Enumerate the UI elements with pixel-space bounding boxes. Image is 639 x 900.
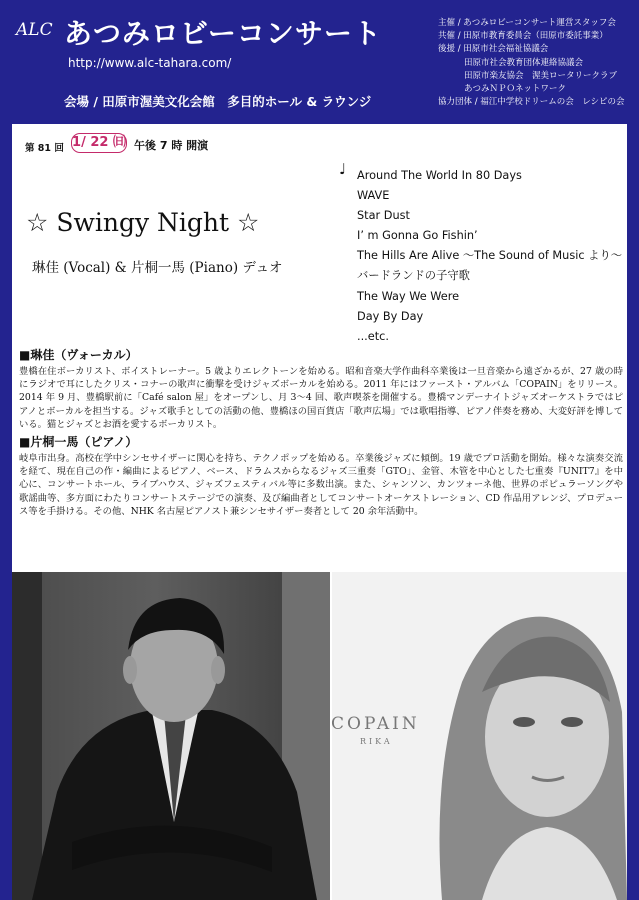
organizer-line: 協力団体 / 福江中学校ドリームの会 レシピの会 (438, 97, 625, 108)
organizer-line: 田原市楽友協会 渥美ロータリークラブ (464, 70, 618, 81)
event-date-badge: 1/ 22 ㈰ (71, 133, 127, 153)
content-panel (12, 124, 627, 900)
organizer-line: 田原市社会教育団体連絡協議会 (464, 57, 584, 68)
album-artist: RIKA (360, 737, 393, 746)
event-time: 午後 7 時 開演 (134, 139, 209, 152)
event-number: 第 81 回 (25, 143, 64, 154)
organizer-list (438, 17, 625, 109)
organizer-line: 後援 / 田原市社会福祉協議会 (438, 44, 549, 55)
pianist-photo (12, 572, 330, 900)
logo: ALC (16, 20, 53, 40)
setlist-item: WAVE (357, 189, 390, 203)
setlist-item: Day By Day (357, 309, 424, 323)
setlist-item: Star Dust (357, 209, 410, 223)
header-banner (0, 0, 639, 124)
show-title: ☆ Swingy Night ☆ (26, 208, 260, 237)
setlist-item: Around The World In 80 Days (357, 169, 522, 182)
music-note-icon: ♩ (339, 160, 347, 178)
vocalist-photo (332, 572, 627, 900)
venue-text: 会場 / 田原市渥美文化会館 多目的ホール & ラウンジ (64, 94, 372, 109)
setlist (357, 166, 622, 347)
setlist-item: I’ m Gonna Go Fishin’ (357, 229, 478, 243)
pianist-heading: ■片桐一馬（ピアノ） (19, 435, 138, 449)
page-title: あつみロビーコンサート (64, 17, 382, 50)
performers: 琳佳 (Vocal) & 片桐一馬 (Piano) デュオ (32, 260, 283, 276)
organizer-line: あつみＮＰＯネットワーク (464, 84, 567, 95)
setlist-item: バードランドの子守歌 (357, 269, 470, 283)
album-title: COPAIN (331, 714, 420, 734)
pianist-bio: 岐阜市出身。高校在学中シンセサイザーに関心を持ち、テクノポップを始める。卒業後ジャズに傾倒。19 歳でプロ活動を開始。様々な演奏交流を経て、現在自己の作・編曲によるピアノ、ベース、ドラムスからなるジャズ三重奏「GTO」、金管、木管を中心とした七重奏『UNIT7』を中心に、コンサートホール、ライブハウス、ジャズフェスティバル等に多数出演。また、シャンソン、カンツォーネ他、世界のポピュラーソングや歌謡曲等、多方面にわたりコンサートステージでの演奏、及び編曲者としてコンサートオーケストレーション、CD 作品用アレンジ、プロデュース等を手掛ける。その他、NHK 名古屋ピアノスト兼シンセサイザー奏者として 20 余年活動中。 (19, 453, 623, 517)
setlist-item: The Hills Are Alive ～The Sound of Music より～ (357, 249, 623, 263)
website-link[interactable]: http://www.alc-tahara.com/ (68, 56, 232, 70)
organizer-line: 主催 / あつみロビーコンサート運営スタッフ会 (438, 18, 616, 28)
setlist-item: ...etc. (357, 329, 389, 343)
organizer-line: 共催 / 田原市教育委員会（田原市委託事業） (438, 31, 608, 42)
setlist-item: The Way We Were (357, 289, 460, 303)
vocalist-heading: ■琳佳（ヴォーカル） (19, 348, 138, 362)
vocalist-bio: 豊橋在住ボーカリスト、ボイストレーナー。5 歳よりエレクトーンを始める。昭和音楽大学作曲科卒業後は一旦音楽から遠ざかるが、27 歳の時にラジオで耳にしたクリス・コナーの歌声に衝撃を受けジャズボーカルを始める。2011 年にはファースト・アルバム「COPAIN」をリリース。2014 年 9 月、豊橋駅前に「Café salon 屋」をオープンし、月 3～4 回、歌声喫茶を開催する。豊橋マンデーナイトジャズオーケストラではピアノとボーカルを担当する。ジャズ歌手としての活動の他、豊橋ほの国百貨店「歌声広場」では歌唱指導、ピアノ伴奏を務め、大変好評を博している。猫とジャズとお酒を愛するボーカリスト。 (19, 366, 623, 430)
